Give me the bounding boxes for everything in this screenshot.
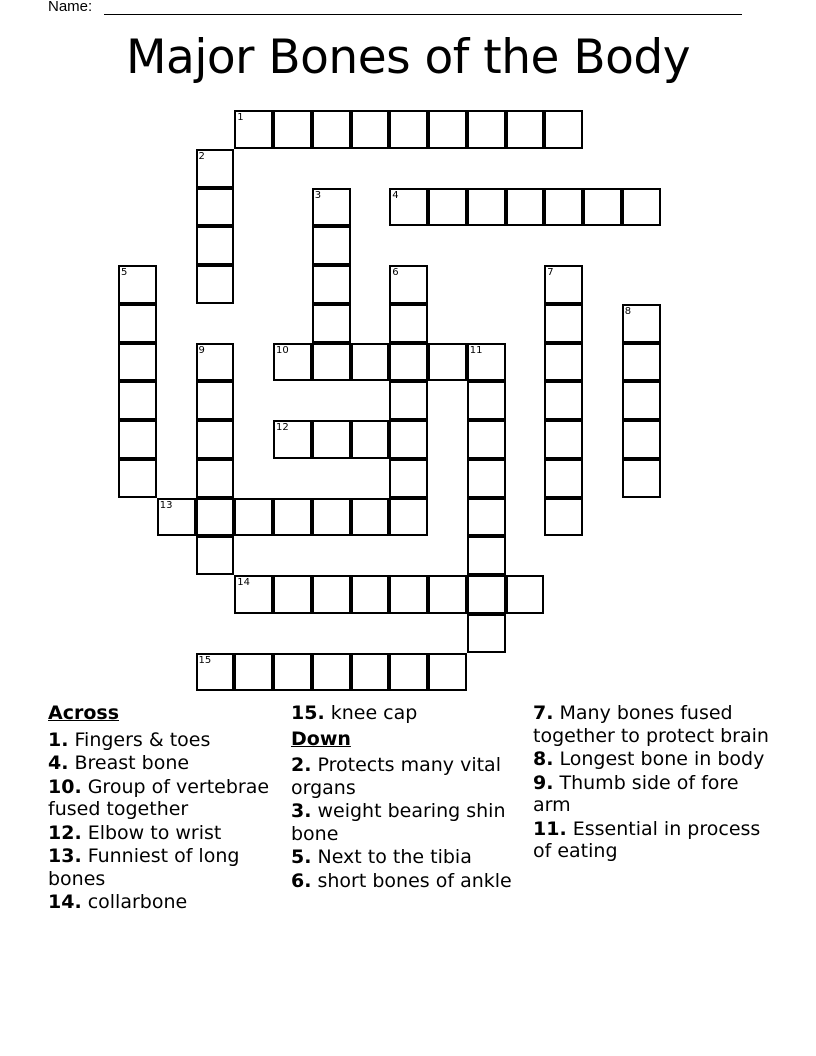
crossword-cell[interactable]	[196, 381, 235, 420]
crossword-cell[interactable]	[622, 381, 661, 420]
clue-number: 4	[392, 189, 399, 201]
clues-column-1	[48, 702, 288, 915]
crossword-cell[interactable]	[312, 226, 351, 265]
clue-number: 2	[198, 150, 205, 162]
crossword-cell[interactable]	[544, 381, 583, 420]
clue-number: 8	[624, 305, 632, 317]
crossword-cell[interactable]	[389, 381, 428, 420]
crossword-cell[interactable]	[467, 381, 506, 420]
crossword-cell[interactable]	[351, 343, 390, 382]
crossword-cell[interactable]	[467, 498, 506, 537]
crossword-cell[interactable]	[351, 498, 390, 537]
crossword-cell[interactable]	[389, 343, 428, 382]
clue-down-7: 7. Many bones fused together to protect brain	[533, 702, 769, 747]
crossword-cell[interactable]	[544, 343, 583, 382]
crossword-cell[interactable]	[389, 265, 428, 304]
crossword-cell[interactable]	[428, 343, 467, 382]
crossword-cell[interactable]	[428, 653, 467, 692]
name-label: Name:	[48, 0, 93, 15]
crossword-cell[interactable]	[312, 304, 351, 343]
crossword-cell[interactable]	[312, 420, 351, 459]
clue-down-2: 2. Protects many vital organs	[291, 754, 501, 799]
clue-down-11: 11. Essential in process of eating	[533, 817, 761, 862]
clue-number: 11	[469, 344, 483, 356]
across-heading: Across	[48, 702, 120, 724]
crossword-cell[interactable]	[118, 304, 157, 343]
clue-number: 12	[276, 422, 289, 433]
crossword-cell[interactable]	[273, 498, 312, 537]
down-heading: Down	[291, 727, 351, 750]
crossword-cell[interactable]	[506, 575, 545, 614]
crossword-cell[interactable]	[544, 420, 583, 459]
clue-number: 14	[237, 577, 250, 588]
crossword-cell[interactable]	[506, 188, 545, 227]
crossword-cell[interactable]	[273, 343, 312, 382]
crossword-cell[interactable]	[583, 188, 622, 227]
crossword-cell[interactable]	[622, 188, 661, 227]
crossword-cell[interactable]	[234, 653, 273, 692]
crossword-cell[interactable]	[234, 498, 273, 537]
crossword-cell[interactable]	[389, 420, 428, 459]
clue-across-12: 12. Elbow to wrist	[48, 821, 222, 844]
crossword-cell[interactable]	[389, 110, 428, 149]
clue-across-1: 1. Fingers & toes	[48, 728, 211, 751]
crossword-cell[interactable]	[351, 110, 390, 149]
crossword-cell[interactable]	[389, 498, 428, 537]
crossword-cell[interactable]	[622, 343, 661, 382]
crossword-cell[interactable]	[467, 536, 506, 575]
clue-number: 1	[237, 112, 244, 123]
clue-number: 5	[121, 267, 128, 278]
clue-number: 3	[314, 189, 322, 201]
crossword-cell[interactable]	[196, 653, 235, 692]
crossword-cell[interactable]	[118, 420, 157, 459]
clue-number: 6	[392, 267, 399, 278]
crossword-cell[interactable]	[622, 304, 661, 343]
page-title: Major Bones of the Body	[125, 30, 691, 85]
crossword-cell[interactable]	[544, 498, 583, 537]
crossword-cell[interactable]	[118, 265, 157, 304]
crossword-cell[interactable]	[389, 653, 428, 692]
clue-across-14: 14. collarbone	[48, 891, 188, 913]
crossword-cell[interactable]	[389, 459, 428, 498]
crossword-cell[interactable]	[544, 188, 583, 227]
clue-across-4: 4. Breast bone	[48, 752, 190, 774]
crossword-cell[interactable]	[196, 343, 235, 382]
crossword-cell[interactable]	[312, 498, 351, 537]
crossword-cell[interactable]	[467, 575, 506, 614]
crossword-cell[interactable]	[196, 149, 235, 188]
crossword-cell[interactable]	[312, 575, 351, 614]
crossword-cell[interactable]	[389, 575, 428, 614]
crossword-cell[interactable]	[157, 498, 196, 537]
clue-across-13: 13. Funniest of long bones	[48, 845, 240, 890]
crossword-cell[interactable]	[234, 575, 273, 614]
crossword-cell[interactable]	[544, 265, 583, 304]
crossword-cell[interactable]	[467, 459, 506, 498]
crossword-cell[interactable]	[544, 459, 583, 498]
crossword-cell[interactable]	[273, 575, 312, 614]
crossword-cell[interactable]	[196, 188, 235, 227]
crossword-cell[interactable]	[428, 188, 467, 227]
clue-number: 9	[198, 344, 205, 356]
crossword-cell[interactable]	[196, 459, 235, 498]
clue-number: 13	[159, 499, 173, 511]
clue-down-5: 5. Next to the tibia	[291, 846, 472, 868]
crossword-cell[interactable]	[273, 420, 312, 459]
crossword-cell[interactable]	[312, 265, 351, 304]
crossword-cell[interactable]	[196, 536, 235, 575]
crossword-cell[interactable]	[622, 420, 661, 459]
crossword-cell[interactable]	[467, 343, 506, 382]
crossword-cell[interactable]	[389, 304, 428, 343]
clue-number: 15	[198, 654, 212, 666]
crossword-cell[interactable]	[312, 188, 351, 227]
crossword-cell[interactable]	[118, 381, 157, 420]
crossword-cell[interactable]	[506, 110, 545, 149]
crossword-cell[interactable]	[196, 226, 235, 265]
crossword-cell[interactable]	[467, 110, 506, 149]
crossword-cell[interactable]	[351, 653, 390, 692]
crossword-cell[interactable]	[273, 110, 312, 149]
crossword-cell[interactable]	[273, 653, 312, 692]
crossword-cell[interactable]	[544, 110, 583, 149]
crossword-cell[interactable]	[118, 459, 157, 498]
crossword-cell[interactable]	[428, 575, 467, 614]
crossword-cell[interactable]	[467, 614, 506, 653]
clue-across-15: 15. knee cap	[291, 702, 418, 724]
clue-down-8: 8. Longest bone in body	[533, 748, 765, 770]
clue-down-6: 6. short bones of ankle	[291, 869, 512, 892]
clues-column-2	[291, 702, 531, 893]
clue-down-9: 9. Thumb side of fore arm	[533, 771, 739, 816]
clue-number: 7	[547, 267, 554, 278]
crossword-cell[interactable]	[544, 304, 583, 343]
crossword-cell[interactable]	[312, 343, 351, 382]
crossword-cell[interactable]	[196, 265, 235, 304]
crossword-cell[interactable]	[351, 575, 390, 614]
crossword-cell[interactable]	[118, 343, 157, 382]
crossword-cell[interactable]	[312, 110, 351, 149]
crossword-cell[interactable]	[351, 420, 390, 459]
crossword-cell[interactable]	[234, 110, 273, 149]
clue-down-3: 3. weight bearing shin bone	[291, 800, 506, 845]
crossword-cell[interactable]	[622, 459, 661, 498]
crossword-cell[interactable]	[389, 188, 428, 227]
crossword-cell[interactable]	[312, 653, 351, 692]
clues-column-3	[533, 702, 773, 864]
crossword-cell[interactable]	[428, 110, 467, 149]
crossword-cell[interactable]	[467, 420, 506, 459]
crossword-cell[interactable]	[196, 498, 235, 537]
clue-number: 10	[276, 344, 289, 356]
clue-across-10: 10. Group of vertebrae fused together	[48, 775, 270, 820]
crossword-cell[interactable]	[196, 420, 235, 459]
crossword-cell[interactable]	[467, 188, 506, 227]
